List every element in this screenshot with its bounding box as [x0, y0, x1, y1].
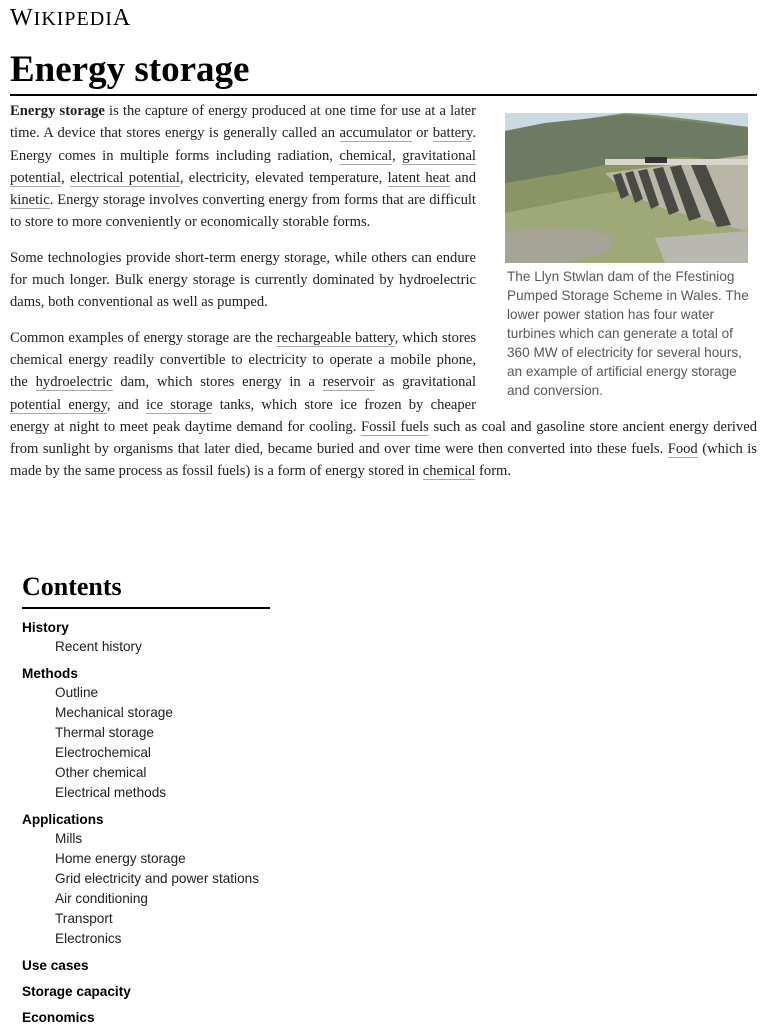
link-rechargeable-battery[interactable]: rechargeable battery	[276, 329, 395, 346]
toc-item-grid-electricity[interactable]: Grid electricity and power stations	[55, 871, 259, 886]
link-gravitational-potential[interactable]: gravitational potential	[10, 147, 476, 186]
paragraph-2: Some technologies provide short-term energy storage, while others can endure for much longer. Bulk energy storage is currently dominated by hydroelectric dams, both conventional as well as pumped.	[10, 249, 476, 311]
wikipedia-wordmark[interactable]: WIKIPEDIA	[10, 5, 132, 31]
dam-photo[interactable]	[505, 113, 748, 263]
toc-item-electrochemical[interactable]: Electrochemical	[55, 745, 151, 760]
image-caption: The Llyn Stwlan dam of the Ffestiniog Pumped Storage Scheme in Wales. The lower power station has four water turbines which can generate a total of 360 MW of electricity for several hours, an example of artificial energy storage and conversion.	[507, 269, 749, 398]
bold-term: Energy storage	[10, 103, 105, 119]
toc-item-thermal-storage[interactable]: Thermal storage	[55, 725, 154, 740]
link-potential-energy[interactable]: potential energy	[10, 396, 107, 413]
lead-paragraph: Energy storage is the capture of energy produced at one time for use at a later time. A device that stores energy is generally called an accumulator or battery. Energy comes in multiple forms including radiation, chemical, gravitational potential, electrical potential, electricity, elevated temperature, latent heat and kinetic. Energy storage involves converting energy from forms that are difficult to store to more conveniently or economically storable forms.	[10, 103, 476, 231]
image-figure	[505, 113, 751, 400]
toc-item-outline[interactable]: Outline	[55, 685, 99, 700]
toc-section-history[interactable]: History	[22, 620, 69, 635]
toc-item-mechanical-storage[interactable]: Mechanical storage	[55, 705, 173, 720]
link-fossil-fuels[interactable]: Fossil fuels	[361, 418, 429, 435]
toc-item-transport[interactable]: Transport	[55, 911, 113, 926]
toc-title: Contents	[22, 572, 270, 609]
link-ice-storage[interactable]: ice storage	[146, 396, 213, 413]
paragraph-3: Common examples of energy storage are the rechargeable battery, which stores chemical energy readily convertible to electricity to operate a mobile phone, the hydroelectric dam, which stores energy in a reservoir as gravitational potential energy, and ice storage tanks, which store ice frozen by cheaper energy at night to meet peak daytime demand for cooling. Fossil fuels such as coal and gasoline store ancient energy derived from sunlight by organisms that later died, became buried and over time were then converted into these fuels. Food (which is made by the same process as fossil fuels) is a form of energy stored in chemical form.	[10, 329, 757, 480]
link-latent-heat[interactable]: latent heat	[387, 169, 450, 186]
toc-section-applications[interactable]: Applications	[22, 812, 104, 827]
link-battery[interactable]: battery	[432, 125, 473, 142]
link-reservoir[interactable]: reservoir	[322, 374, 375, 391]
toc-section-storage-capacity[interactable]: Storage capacity	[22, 984, 131, 999]
page-title: Energy storage	[10, 49, 250, 90]
link-kinetic[interactable]: kinetic	[10, 192, 50, 209]
link-accumulator[interactable]: accumulator	[339, 125, 412, 142]
article-body	[10, 100, 757, 496]
toc-item-electrical-methods[interactable]: Electrical methods	[55, 785, 167, 800]
toc-section-economics[interactable]: Economics	[22, 1010, 95, 1025]
link-hydroelectric[interactable]: hydroelectric	[35, 374, 113, 391]
toc-section-methods[interactable]: Methods	[22, 666, 78, 681]
toc-item-home-energy-storage[interactable]: Home energy storage	[55, 851, 186, 866]
toc-item-air-conditioning[interactable]: Air conditioning	[55, 891, 148, 906]
toc-item-mills[interactable]: Mills	[55, 831, 83, 846]
table-of-contents	[22, 572, 270, 1027]
toc-section-use-cases[interactable]: Use cases	[22, 958, 89, 973]
link-chemical[interactable]: chemical	[339, 147, 393, 164]
toc-item-other-chemical[interactable]: Other chemical	[55, 765, 147, 780]
toc-item-electronics[interactable]: Electronics	[55, 931, 122, 946]
toc-item-recent-history[interactable]: Recent history	[55, 639, 142, 654]
title-divider	[10, 94, 757, 96]
link-food[interactable]: Food	[667, 441, 698, 458]
link-chemical-2[interactable]: chemical	[422, 463, 476, 480]
link-electrical-potential[interactable]: electrical potential	[70, 169, 180, 186]
